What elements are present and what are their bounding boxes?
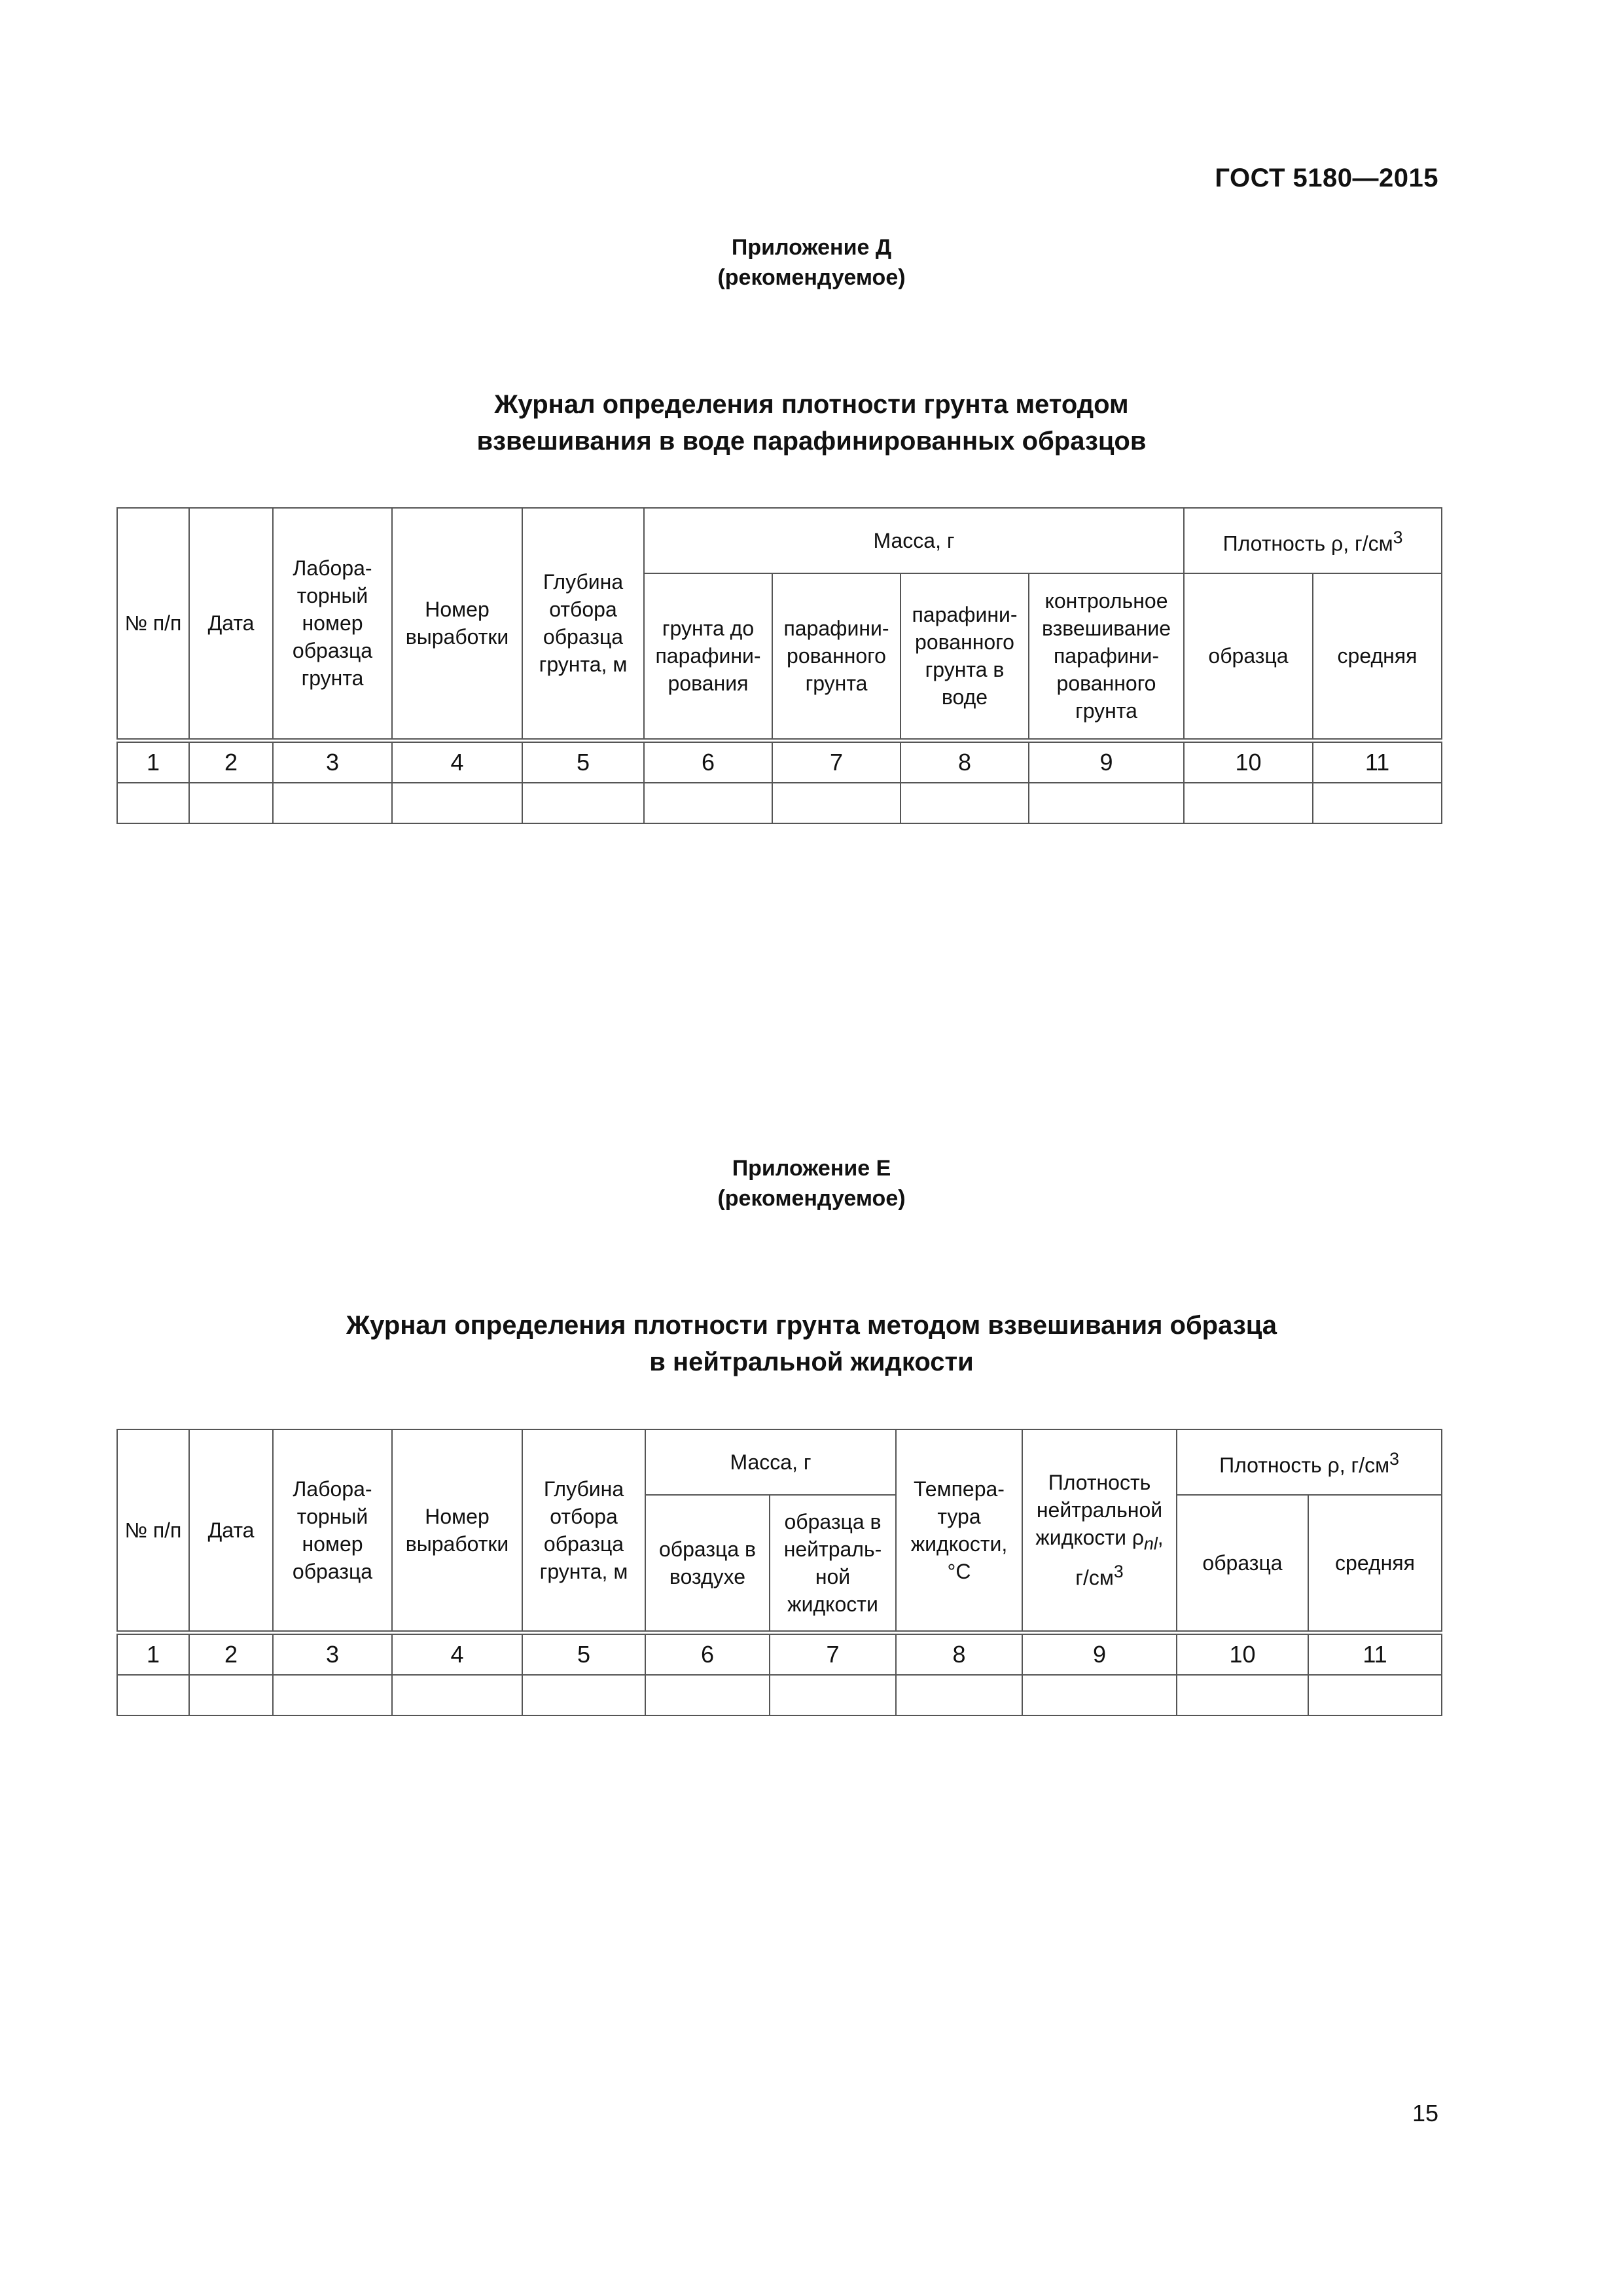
empty-cell (772, 783, 901, 823)
column-number: 6 (645, 1632, 770, 1675)
liquid-density-sup: 3 (1113, 1561, 1124, 1581)
empty-cell (896, 1675, 1022, 1715)
column-number: 3 (273, 1632, 392, 1675)
col-header-lab-number: Лабора-торный номер образца грунта (273, 508, 392, 740)
empty-cell (645, 1675, 770, 1715)
column-number: 1 (117, 740, 189, 783)
col-header-density-average: средняя (1308, 1495, 1442, 1632)
col-header-mass-control: контрольное взвешивание парафини-рованного грунта (1029, 573, 1184, 740)
liquid-density-unit: , г/см (1075, 1526, 1164, 1590)
col-header-lab-number: Лабора-торный номер образца (273, 1429, 392, 1632)
page-number: 15 (1412, 2100, 1438, 2126)
col-header-density-sample: образца (1177, 1495, 1308, 1632)
col-header-density (1184, 508, 1442, 573)
col-header-mass-in-air: образца в воздухе (645, 1495, 770, 1632)
appendix-e-heading (0, 1153, 1623, 1213)
col-header-mass: Масса, г (645, 1429, 896, 1495)
column-number: 9 (1029, 740, 1184, 783)
col-header-mass-in-water: парафини-рованного грунта в воде (901, 573, 1029, 740)
empty-cell (392, 783, 522, 823)
column-number: 10 (1184, 740, 1313, 783)
col-header-mass-in-liquid: образца в нейтраль-ной жидкости (770, 1495, 896, 1632)
column-number: 8 (901, 740, 1029, 783)
empty-cell (522, 1675, 645, 1715)
empty-cell (117, 783, 189, 823)
col-header-depth: Глубина отбора образца грунта, м (522, 508, 644, 740)
col-header-density (1177, 1429, 1442, 1495)
appendix-e-status: (рекомендуемое) (717, 1186, 906, 1211)
col-header-density-sample: образца (1184, 573, 1313, 740)
column-number: 4 (392, 1632, 522, 1675)
liquid-density-label: Плотность нейтральной жидкости ρ (1035, 1471, 1163, 1550)
journal-e-title-line1: Журнал определения плотности грунта методом взвешивания образца (346, 1311, 1277, 1340)
column-number: 9 (1022, 1632, 1177, 1675)
journal-d-title-line2: взвешивания в воде парафинированных образцов (476, 427, 1147, 456)
journal-e-title (0, 1307, 1623, 1380)
col-header-mass: Масса, г (644, 508, 1184, 573)
standard-number: ГОСТ 5180—2015 (1215, 164, 1438, 192)
empty-data-row (117, 1675, 1442, 1715)
col-header-number: № п/п (117, 508, 189, 740)
empty-cell (117, 1675, 189, 1715)
empty-cell (189, 1675, 273, 1715)
column-number-row (117, 1632, 1442, 1675)
appendix-d-status: (рекомендуемое) (717, 265, 906, 290)
journal-d-title-line1: Журнал определения плотности грунта методом (494, 390, 1129, 419)
empty-cell (1184, 783, 1313, 823)
empty-cell (901, 783, 1029, 823)
column-number-row (117, 740, 1442, 783)
empty-cell (1308, 1675, 1442, 1715)
journal-d-title (0, 386, 1623, 459)
liquid-density-sub: nl (1144, 1534, 1158, 1554)
col-header-mass-before: грунта до парафини-рования (644, 573, 772, 740)
empty-cell (770, 1675, 896, 1715)
appendix-d-heading (0, 232, 1623, 293)
empty-cell (1022, 1675, 1177, 1715)
col-header-mass-paraffined: парафини-рованного грунта (772, 573, 901, 740)
empty-cell (392, 1675, 522, 1715)
col-header-depth: Глубина отбора образца грунта, м (522, 1429, 645, 1632)
empty-cell (273, 783, 392, 823)
column-number: 1 (117, 1632, 189, 1675)
col-header-temperature: Темпера-тура жидкости, °С (896, 1429, 1022, 1632)
empty-data-row (117, 783, 1442, 823)
col-header-liquid-density (1022, 1429, 1177, 1632)
col-header-mine-number: Номер выработки (392, 1429, 522, 1632)
empty-cell (273, 1675, 392, 1715)
journal-e-table (116, 1429, 1442, 1716)
column-number: 2 (189, 1632, 273, 1675)
col-header-date: Дата (189, 508, 273, 740)
column-number: 7 (770, 1632, 896, 1675)
density-label: Плотность ρ, г/см (1219, 1453, 1390, 1477)
appendix-d-title: Приложение Д (731, 235, 892, 260)
column-number: 6 (644, 740, 772, 783)
empty-cell (1313, 783, 1442, 823)
column-number: 8 (896, 1632, 1022, 1675)
column-number: 11 (1308, 1632, 1442, 1675)
col-header-number: № п/п (117, 1429, 189, 1632)
column-number: 4 (392, 740, 522, 783)
journal-e-title-line2: в нейтральной жидкости (649, 1348, 974, 1376)
col-header-density-average: средняя (1313, 573, 1442, 740)
col-header-mine-number: Номер выработки (392, 508, 522, 740)
density-unit-sup: 3 (1389, 1449, 1399, 1469)
column-number: 7 (772, 740, 901, 783)
empty-cell (189, 783, 273, 823)
empty-cell (644, 783, 772, 823)
column-number: 5 (522, 1632, 645, 1675)
appendix-e-title: Приложение Е (732, 1156, 891, 1181)
column-number: 10 (1177, 1632, 1308, 1675)
density-unit-sup: 3 (1393, 528, 1403, 548)
journal-d-table (116, 507, 1442, 824)
empty-cell (522, 783, 644, 823)
empty-cell (1177, 1675, 1308, 1715)
empty-cell (1029, 783, 1184, 823)
column-number: 3 (273, 740, 392, 783)
column-number: 5 (522, 740, 644, 783)
density-label: Плотность ρ, г/см (1222, 531, 1393, 556)
column-number: 2 (189, 740, 273, 783)
col-header-date: Дата (189, 1429, 273, 1632)
column-number: 11 (1313, 740, 1442, 783)
